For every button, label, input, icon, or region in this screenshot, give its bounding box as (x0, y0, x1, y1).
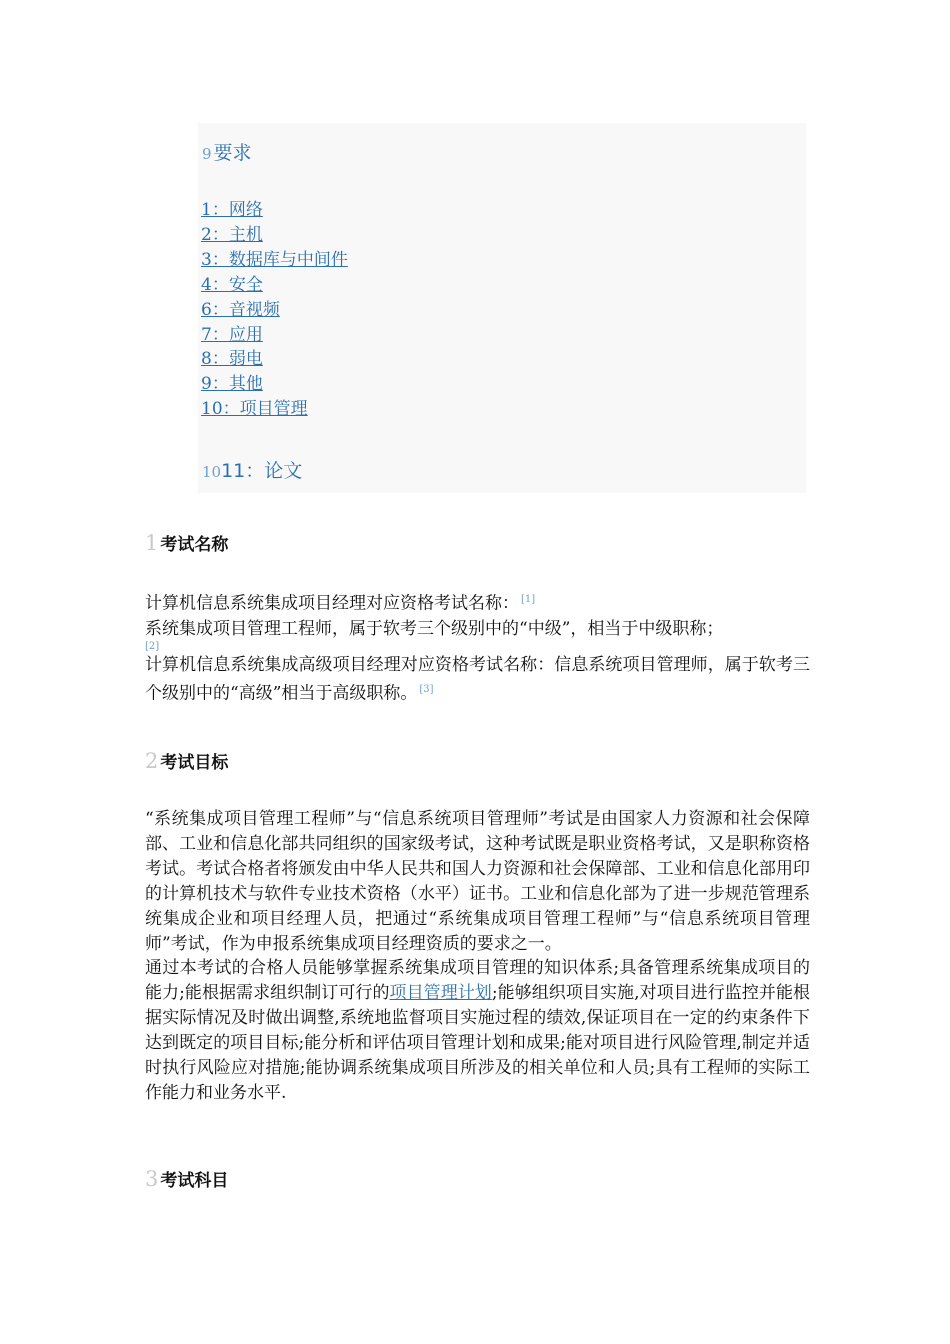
section-heading-exam-goal (145, 748, 228, 773)
text: 计算机信息系统集成项目经理对应资格考试名称： (145, 593, 519, 614)
section-title: 考试目标 (160, 753, 229, 773)
table-of-contents (198, 123, 806, 493)
exam-name-line (145, 653, 810, 706)
section-heading-exam-name (145, 530, 228, 555)
toc-link-audio-video[interactable]: 6：音视频 (201, 299, 280, 320)
toc-link-low-voltage[interactable]: 8：弱电 (201, 349, 263, 370)
toc-heading-number: 9 (202, 145, 212, 163)
goal-text: “系统集成项目管理工程师”与“信息系统项目管理师”考试是由国家人力资源和社会保障部、工业和信息化部共同组织的国家级考试，这种考试既是职业资格考试，又是职称资格考试。考试合格者将颁发由中华人民共和国人力资源和社会保障部、工业和信息化部用印的计算机技术与软件专业技术资格（水平）证书。工业和信息化部为了进一步规范管理系统集成企业和项目经理人员，把通过“系统集成项目管理工程师”与“信息系统项目管理师”考试，作为申报系统集成项目经理资质的要求之一。 (145, 809, 810, 954)
toc-heading (202, 138, 252, 165)
toc-link-list (201, 198, 348, 422)
goal-text (145, 956, 810, 1105)
reference-link[interactable]: [1] (521, 594, 536, 605)
exam-name-line (145, 617, 810, 642)
text: 系统集成项目管理工程师，属于软考三个级别中的“中级”，相当于中级职称； (145, 618, 724, 639)
toc-link-other[interactable]: 9：其他 (201, 374, 263, 395)
text: ;能够组织项目实施,对项目进行监控并能根据实际情况及时做出调整,系统地监督项目实施过程的绩效,保证项目在一定的约束条件下达到既定的项目目标;能分析和评估项目管理计划和成果;能对项目进行风险管理,制定并适时执行风险应对措施;能协调系统集成项目所涉及的相关单位和人员;具有工程师的实际工作能力和业务水平. (145, 983, 810, 1103)
toc-last-heading[interactable] (202, 456, 302, 483)
exam-goal-paragraph (145, 807, 810, 1106)
project-plan-link[interactable]: 项目管理计划 (389, 983, 492, 1004)
exam-name-line (145, 588, 810, 617)
reference-link[interactable]: [2] (145, 641, 160, 653)
exam-name-paragraph (145, 588, 810, 707)
section-number: 3 (145, 1167, 159, 1191)
section-number: 1 (145, 531, 159, 555)
toc-heading-text: 要求 (213, 142, 252, 164)
text: 计算机信息系统集成高级项目经理对应资格考试名称：信息系统项目管理师，属于软考三个级别中的“高级”相当于高级职称。 (145, 655, 810, 705)
toc-last-text: 11：论文 (221, 460, 303, 482)
text: 通过本考试的合格人员能够掌握系统集成项目管理的知识体系;具备管理系统集成项目的能力;能根据需求组织制订可行的 (145, 958, 810, 1004)
reference-link[interactable]: [3] (419, 684, 434, 696)
toc-link-application[interactable]: 7：应用 (201, 324, 263, 345)
toc-link-network[interactable]: 1：网络 (201, 200, 263, 220)
toc-last-number: 10 (202, 463, 222, 481)
toc-link-host[interactable]: 2：主机 (201, 224, 263, 245)
section-number: 2 (145, 749, 159, 773)
toc-link-security[interactable]: 4：安全 (201, 274, 263, 295)
section-title: 考试名称 (160, 535, 229, 555)
section-title: 考试科目 (160, 1171, 229, 1191)
toc-link-project-management[interactable]: 10：项目管理 (201, 399, 308, 420)
toc-link-database-middleware[interactable]: 3：数据库与中间件 (201, 249, 348, 270)
section-heading-exam-subjects (145, 1166, 228, 1191)
